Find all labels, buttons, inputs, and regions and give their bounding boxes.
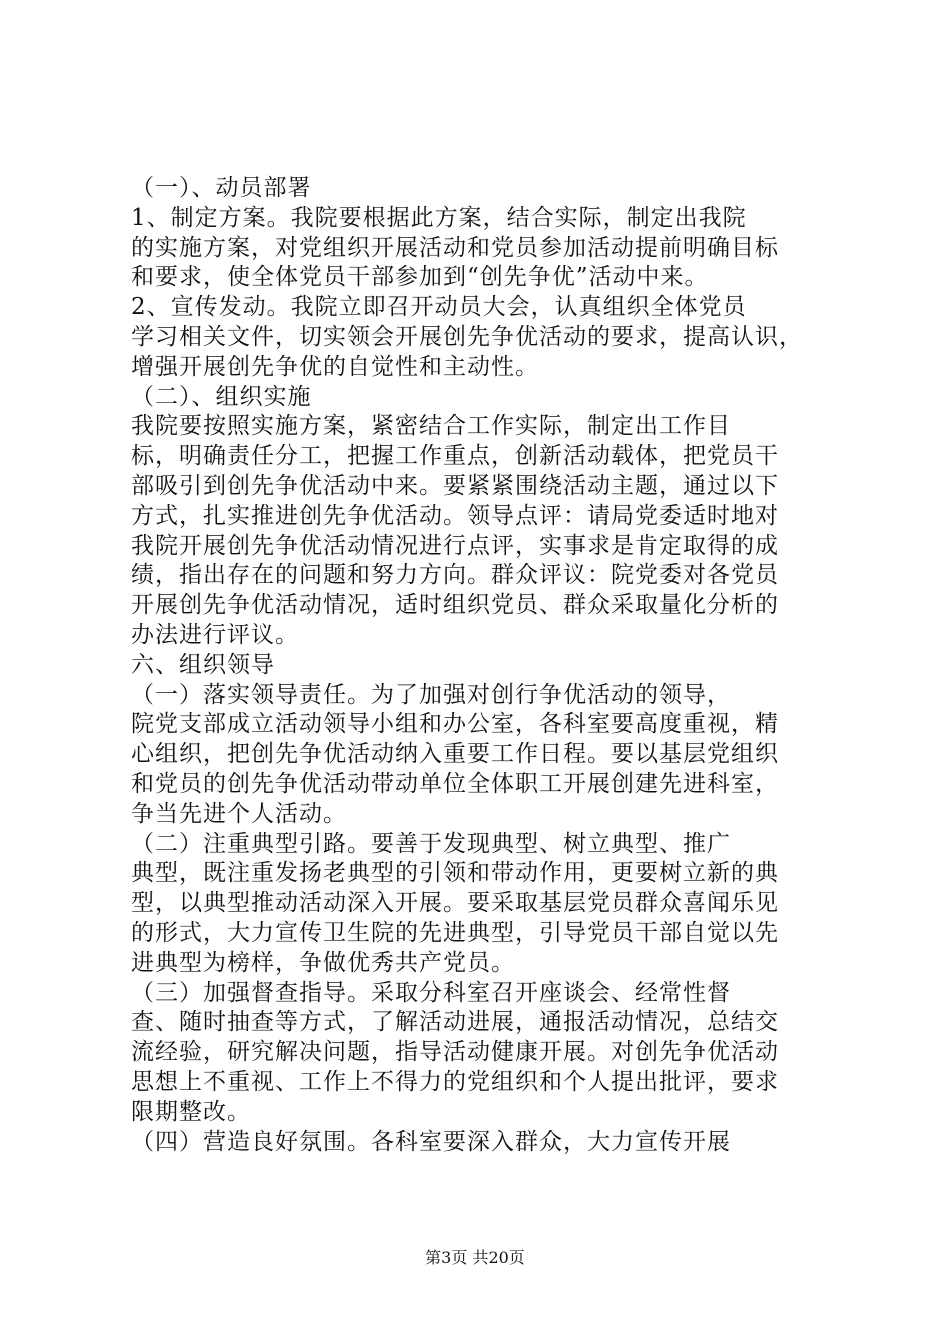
text-line: 学习相关文件，切实领会开展创先争优活动的要求，提高认识， bbox=[131, 323, 803, 350]
text-line: 心组织，把创先争优活动纳入重要工作日程。要以基层党组织 bbox=[131, 741, 779, 768]
text-line: 绩，指出存在的问题和努力方向。群众评议：院党委对各党员 bbox=[131, 562, 779, 589]
text-line: 部吸引到创先争优活动中来。要紧紧围绕活动主题，通过以下 bbox=[131, 472, 779, 499]
text-line: 1、制定方案。我院要根据此方案，结合实际，制定出我院 bbox=[131, 204, 747, 231]
text-line: 办法进行评议。 bbox=[131, 621, 299, 648]
text-line: 型，以典型推动活动深入开展。要采取基层党员群众喜闻乐见 bbox=[131, 890, 779, 917]
text-line: 进典型为榜样，争做优秀共产党员。 bbox=[131, 949, 515, 976]
text-line: 流经验，研究解决问题，指导活动健康开展。对创先争优活动 bbox=[131, 1039, 779, 1066]
text-line: 的实施方案，对党组织开展活动和党员参加活动提前明确目标 bbox=[131, 234, 779, 261]
text-line: 开展创先争优活动情况，适时组织党员、群众采取量化分析的 bbox=[131, 592, 779, 619]
text-line: 争当先进个人活动。 bbox=[131, 800, 347, 827]
text-line: 六、组织领导 bbox=[131, 651, 275, 678]
page-number-footer: 第3页 共20页 bbox=[425, 1248, 525, 1267]
text-line: 方式，扎实推进创先争优活动。领导点评：请局党委适时地对 bbox=[131, 502, 779, 529]
text-line: 典型，既注重发扬老典型的引领和带动作用，更要树立新的典 bbox=[131, 860, 779, 887]
text-line: 思想上不重视、工作上不得力的党组织和个人提出批评，要求 bbox=[131, 1068, 779, 1095]
text-line: 查、随时抽查等方式，了解活动进展，通报活动情况，总结交 bbox=[131, 1009, 779, 1036]
text-line: 增强开展创先争优的自觉性和主动性。 bbox=[131, 353, 539, 380]
text-line: 我院要按照实施方案，紧密结合工作实际，制定出工作目 bbox=[131, 413, 731, 440]
text-line: 标，明确责任分工，把握工作重点，创新活动载体，把党员干 bbox=[131, 443, 779, 470]
text-line: 和党员的创先争优活动带动单位全体职工开展创建先进科室， bbox=[131, 770, 779, 797]
document-body bbox=[131, 174, 831, 1157]
text-line: 的形式，大力宣传卫生院的先进典型，引导党员干部自觉以先 bbox=[131, 919, 779, 946]
text-line: 限期整改。 bbox=[131, 1098, 251, 1125]
text-line: （二）注重典型引路。要善于发现典型、树立典型、推广 bbox=[131, 830, 731, 857]
text-line: （四）营造良好氛围。各科室要深入群众，大力宣传开展 bbox=[131, 1128, 731, 1155]
text-line: （三）加强督查指导。采取分科室召开座谈会、经常性督 bbox=[131, 979, 731, 1006]
text-line: 我院开展创先争优活动情况进行点评，实事求是肯定取得的成 bbox=[131, 532, 779, 559]
text-line: 和要求，使全体党员干部参加到“创先争优”活动中来。 bbox=[131, 264, 709, 291]
text-line: 院党支部成立活动领导小组和办公室，各科室要高度重视，精 bbox=[131, 711, 779, 738]
text-line: 2、宣传发动。我院立即召开动员大会，认真组织全体党员 bbox=[131, 294, 747, 321]
text-line: （一）、动员部署 bbox=[131, 175, 312, 201]
text-line: （一）落实领导责任。为了加强对创行争优活动的领导， bbox=[131, 681, 731, 708]
text-line: （二）、组织实施 bbox=[131, 383, 312, 410]
